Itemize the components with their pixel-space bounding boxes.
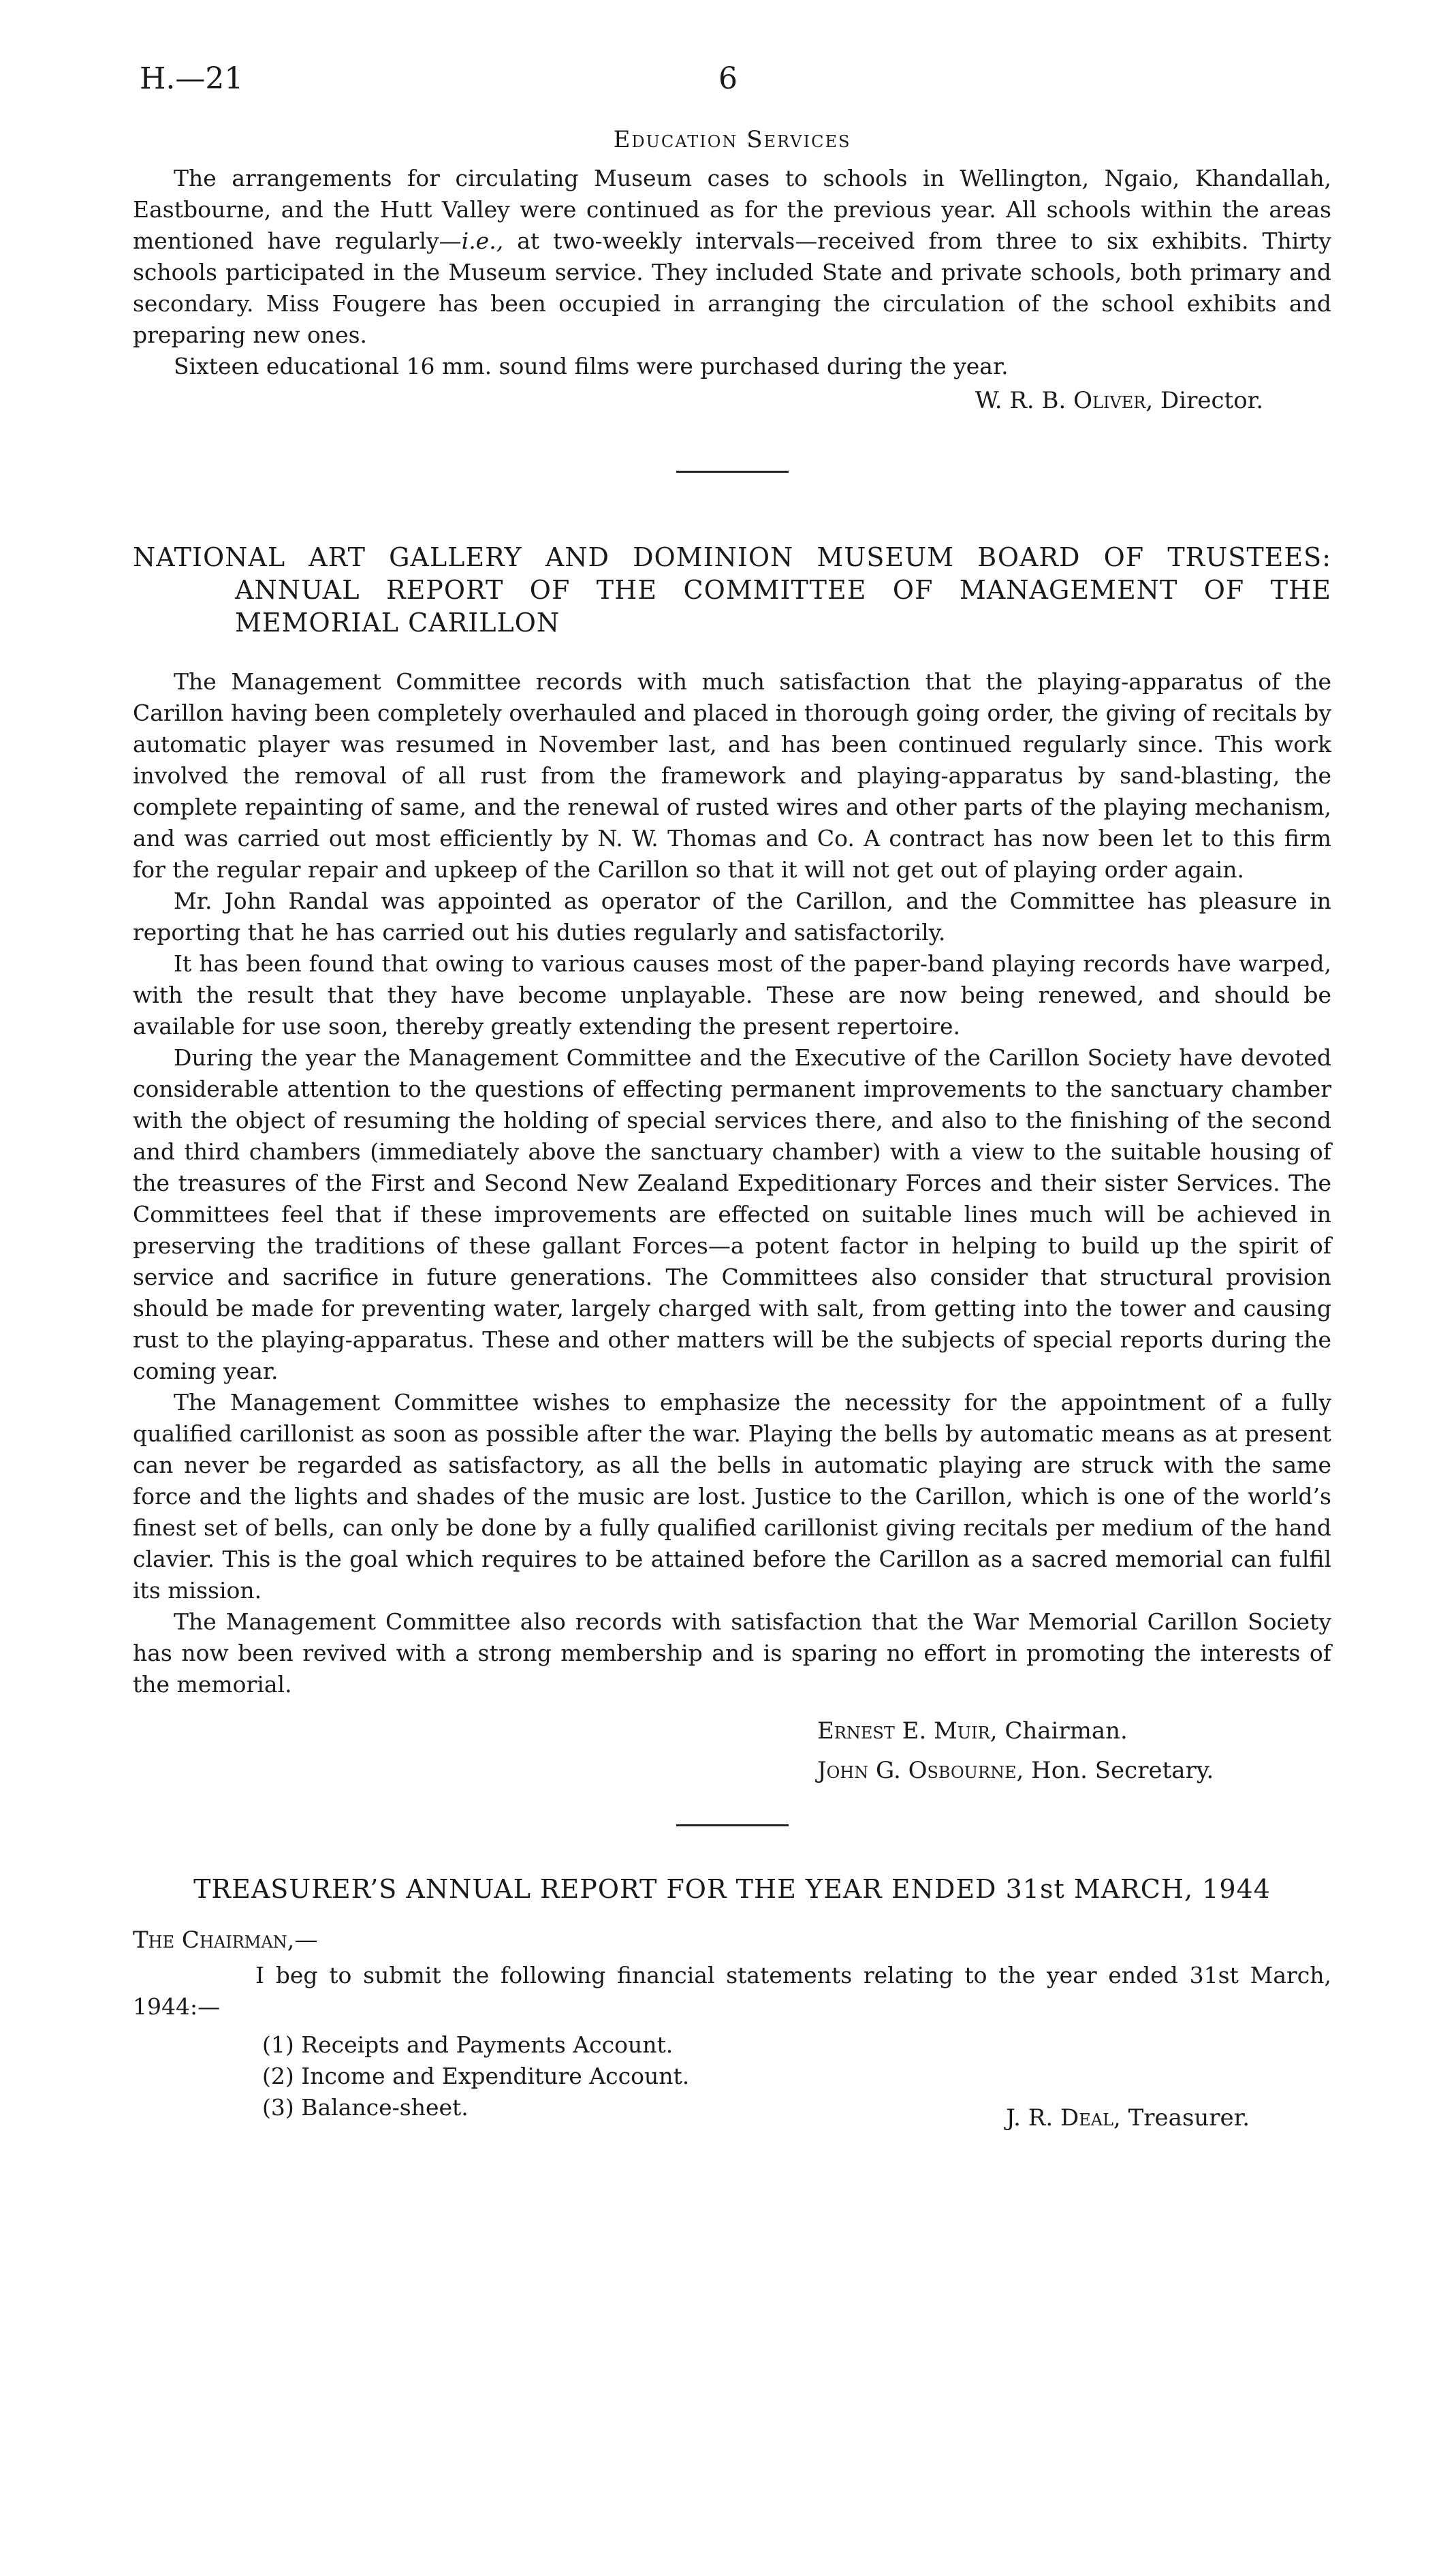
education-paragraph: The arrangements for circulating Museum cases to schools in Wellington, Ngaio, Khandallah, Eastbourne, and the Hutt Valley were continued as for the previous year. All schools within the areas mentioned have regularly—i.e., at two-weekly intervals—received from three to six exhibits. Thirty schools participated in the Museum service. They included State and private schools, both primary and secondary. Miss Fougere has been occupied in arranging the circulation of the school exhibits and preparing new ones. — [133, 165, 1331, 348]
education-paragraph: Sixteen educational 16 mm. sound films were purchased during the year. — [174, 353, 1009, 379]
carillon-paragraph: The Management Committee records with much satisfaction that the playing-apparatus of the Carillon having been completely overhauled and placed in thorough going order, the giving of recitals by automatic player was resumed in November last, and has been continued regularly since. This work involved the removal of all rust from the framework and playing-apparatus by sand-blasting, the complete repainting of same, and the renewal of rusted wires and other parts of the playing mechanism, and was carried out most efficiently by N. W. Thomas and Co. A contract has now been let to this firm for the regular repair and upkeep of the Carillon so that it will not get out of playing order again. — [133, 668, 1331, 883]
carillon-report-title: NATIONAL ART GALLERY AND DOMINION MUSEUM BOARD OF TRUSTEES: ANNUAL REPORT OF THE COMMITTEE OF MANAGEMENT OF THE MEMORIAL CARILLON — [133, 542, 1331, 638]
list-item: (2) Income and Expenditure Account. — [262, 2063, 690, 2089]
carillon-paragraph: The Management Committee wishes to emphasize the necessity for the appointment of a fully qualified carillonist as soon as possible after the war. Playing the bells by automatic means as at present can never be regarded as satisfactory, as all the bells in automatic playing are struck with the same force and the lights and shades of the music are lost. Justice to the Carillon, which is one of the world’s finest set of bells, can only be done by a fully qualified carillonist giving recitals per medium of the hand clavier. This is the goal which requires to be attained before the Carillon as a sacred memorial can fulfil its mission. — [133, 1389, 1331, 1604]
report-reference: H.—21 — [140, 61, 244, 96]
chairman-signature: Ernest E. Muir, Chairman. — [817, 1717, 1128, 1745]
page-content — [133, 126, 1331, 2132]
page-header — [0, 61, 1456, 102]
section-divider — [676, 471, 789, 473]
carillon-paragraph: During the year the Management Committee and the Executive of the Carillon Society have devoted considerable attention to the questions of effecting permanent improvements to the sanctuary chamber with the object of resuming the holding of special services there, and also to the finishing of the second and third chambers (immediately above the sanctuary chamber) with a view to the suitable housing of the treasures of the First and Second New Zealand Expeditionary Forces and their sister Services. The Committees feel that if these improvements are effected on suitable lines much will be achieved in preserving the traditions of these gallant Forces—a potent factor in helping to build up the spirit of service and sacrifice in future generations. The Committees also consider that structural provision should be made for preventing water, largely charged with salt, from getting into the tower and causing rust to the playing-apparatus. These and other matters will be the subjects of special reports during the coming year. — [133, 1044, 1331, 1384]
treasurer-report-title: TREASURER’S ANNUAL REPORT FOR THE YEAR ENDED 31st MARCH, 1944 — [193, 1874, 1271, 1904]
salutation: The Chairman,— — [133, 1926, 318, 1954]
financial-statements-list — [133, 2029, 1331, 2132]
education-heading: Education Services — [613, 126, 851, 153]
treasurer-signature: J. R. Deal, Treasurer. — [1006, 2104, 1250, 2132]
section-divider — [676, 1824, 789, 1826]
carillon-signatories — [817, 1711, 1331, 1790]
secretary-signature: John G. Osbourne, Hon. Secretary. — [817, 1757, 1214, 1784]
list-item: (1) Receipts and Payments Account. — [262, 2031, 674, 2058]
carillon-paragraph: The Management Committee also records with satisfaction that the War Memorial Carillon Society has now been revived with a strong membership and is sparing no effort in promoting the interests of the memorial. — [133, 1608, 1331, 1698]
carillon-paragraph: Mr. John Randal was appointed as operator of the Carillon, and the Committee has pleasure in reporting that he has carried out his duties regularly and satisfactorily. — [133, 888, 1331, 946]
carillon-paragraph: It has been found that owing to various causes most of the paper-band playing records have warped, with the result that they have become unplayable. These are now being renewed, and should be available for use soon, thereby greatly extending the present repertoire. — [133, 950, 1331, 1040]
list-item: (3) Balance-sheet. — [262, 2094, 469, 2121]
page-number: 6 — [718, 61, 738, 96]
treasurer-intro: I beg to submit the following financial statements relating to the year ended 31st March, 1944:— — [133, 1962, 1331, 2020]
director-signature: W. R. B. Oliver, Director. — [975, 387, 1263, 414]
